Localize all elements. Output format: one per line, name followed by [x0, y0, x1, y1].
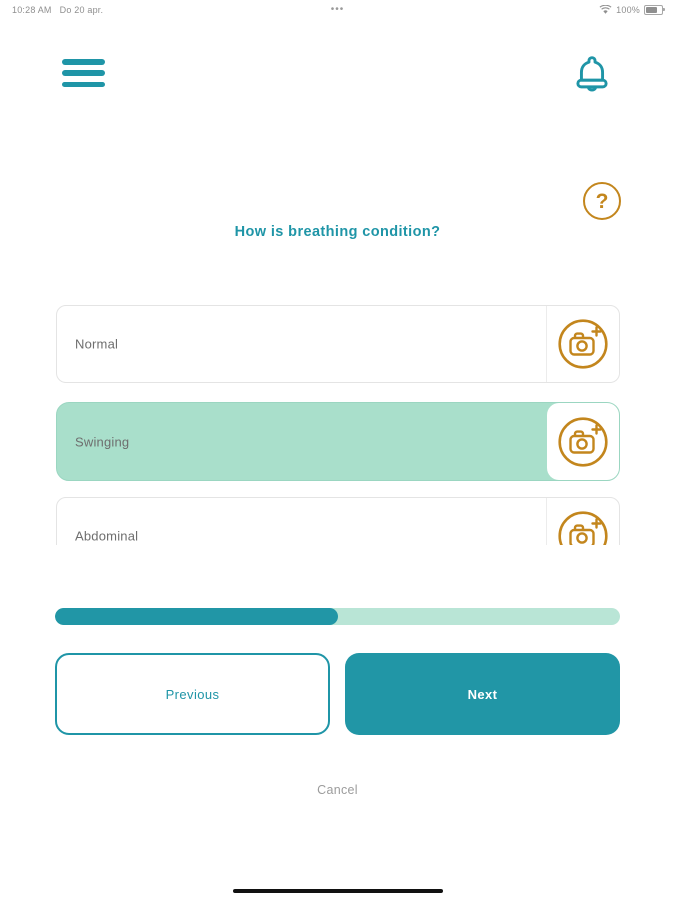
battery-icon	[644, 5, 663, 15]
home-indicator[interactable]	[233, 889, 443, 894]
status-bar	[0, 0, 675, 18]
progress-fill	[55, 608, 338, 625]
option-card-abdominal[interactable]	[56, 497, 620, 545]
notifications-button[interactable]	[573, 53, 611, 99]
help-button[interactable]	[583, 182, 621, 220]
option-label: Normal	[75, 336, 119, 352]
option-label: Swinging	[75, 434, 130, 449]
hamburger-icon	[62, 59, 105, 65]
status-left	[12, 5, 103, 15]
wifi-icon	[599, 5, 612, 15]
status-date: Do 20 apr.	[59, 5, 104, 15]
battery-percent: 100%	[616, 5, 640, 15]
camera-plus-icon	[556, 509, 610, 545]
menu-button[interactable]	[62, 59, 105, 87]
status-center-dots: •••	[330, 4, 345, 15]
cancel-button[interactable]: Cancel	[0, 782, 675, 798]
add-photo-button[interactable]	[546, 498, 619, 545]
option-card-swinging[interactable]	[56, 402, 620, 481]
progress-bar	[55, 608, 620, 625]
camera-plus-icon	[556, 317, 610, 371]
option-card-normal[interactable]	[56, 305, 620, 383]
question-title: How is breathing condition?	[234, 224, 441, 240]
next-button[interactable]: Next	[345, 653, 620, 735]
previous-button[interactable]: Previous	[55, 653, 330, 735]
add-photo-button[interactable]	[546, 306, 619, 382]
camera-plus-icon	[556, 415, 610, 469]
add-photo-button[interactable]	[547, 403, 619, 480]
options-list[interactable]	[56, 305, 620, 545]
status-time: 10:28 AM	[12, 5, 52, 15]
question-mark-icon: ?	[595, 190, 609, 213]
status-right	[599, 5, 663, 15]
bell-icon	[573, 53, 611, 99]
option-label: Abdominal	[75, 528, 139, 544]
